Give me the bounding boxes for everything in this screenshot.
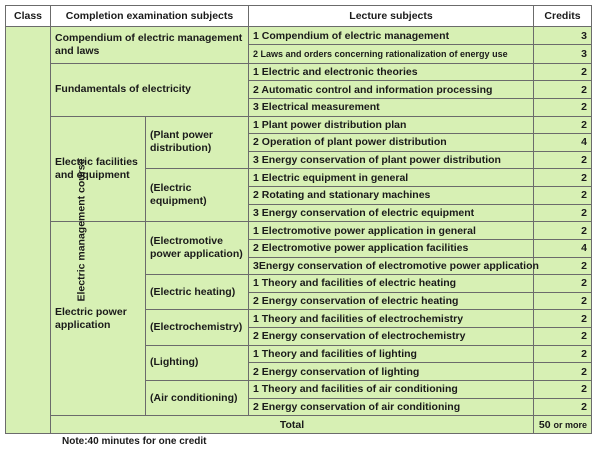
lecture-cell: 2 Operation of plant power distribution (249, 134, 534, 152)
subject-power-application: Electric power application (51, 222, 146, 416)
subject-compendium: Compendium of electric management and laws (51, 27, 249, 64)
credit-cell: 2 (534, 398, 592, 416)
subject-facilities: Electric facilities and equipment (51, 116, 146, 222)
total-credits (534, 416, 592, 434)
header-credits: Credits (534, 6, 592, 27)
lecture-cell: 1 Theory and facilities of electric heating (249, 275, 534, 293)
total-row (6, 416, 592, 434)
credit-cell: 2 (534, 292, 592, 310)
header-class: Class (6, 6, 51, 27)
total-value: 50 (538, 418, 551, 431)
subject-fundamentals: Fundamentals of electricity (51, 63, 249, 116)
table-row (6, 116, 592, 134)
lecture-cell: 1 Plant power distribution plan (249, 116, 534, 134)
lecture-cell: 1 Electric equipment in general (249, 169, 534, 187)
credit-cell: 3 (534, 27, 592, 45)
lecture-cell: 2 Rotating and stationary machines (249, 187, 534, 205)
credit-cell: 2 (534, 169, 592, 187)
subgroup-lighting: (Lighting) (146, 345, 249, 380)
credit-cell: 2 (534, 345, 592, 363)
credit-cell: 3 (534, 45, 592, 63)
lecture-cell: 3 Energy conservation of plant power distribution (249, 151, 534, 169)
credit-cell: 4 (534, 239, 592, 257)
lecture-cell: 3 Electrical measurement (249, 98, 534, 116)
credit-cell: 2 (534, 328, 592, 346)
lecture-cell: 3Energy conservation of electromotive power application (249, 257, 534, 275)
credit-cell: 2 (534, 63, 592, 81)
credit-cell: 2 (534, 310, 592, 328)
subgroup-electromotive: (Electromotive power application) (146, 222, 249, 275)
subgroup-plant-power: (Plant power distribution) (146, 116, 249, 169)
lecture-cell: 1 Compendium of electric management (249, 27, 534, 45)
subgroup-heating: (Electric heating) (146, 275, 249, 310)
table-row (6, 63, 592, 81)
lecture-cell: 2 Energy conservation of electrochemistry (249, 328, 534, 346)
header-row (6, 6, 592, 27)
credit-cell: 2 (534, 257, 592, 275)
table-row (6, 27, 592, 45)
header-completion-subjects: Completion examination subjects (51, 6, 249, 27)
lecture-cell: 1 Theory and facilities of electrochemistry (249, 310, 534, 328)
total-label: Total (51, 416, 534, 434)
credit-cell: 2 (534, 222, 592, 240)
subgroup-air-conditioning: (Air conditioning) (146, 380, 249, 415)
footnote: Note:40 minutes for one credit (62, 436, 207, 447)
credit-cell: 2 (534, 380, 592, 398)
credit-cell: 2 (534, 363, 592, 381)
subgroup-electric-equipment: (Electric equipment) (146, 169, 249, 222)
lecture-cell: 1 Electromotive power application in general (249, 222, 534, 240)
lecture-cell: 2 Energy conservation of electric heating (249, 292, 534, 310)
lecture-cell: 2 Automatic control and information processing (249, 81, 534, 99)
credit-cell: 2 (534, 187, 592, 205)
class-name: Electric management course (75, 158, 88, 302)
lecture-cell: 3 Energy conservation of electric equipment (249, 204, 534, 222)
table-row (6, 222, 592, 240)
lecture-cell: 2 Energy conservation of air conditioning (249, 398, 534, 416)
credit-cell: 2 (534, 275, 592, 293)
credit-cell: 2 (534, 98, 592, 116)
curriculum-table (5, 5, 592, 434)
lecture-cell: 1 Electric and electronic theories (249, 63, 534, 81)
lecture-cell: 2 Electromotive power application facilities (249, 239, 534, 257)
credit-cell: 2 (534, 204, 592, 222)
lecture-cell: 2 Laws and orders concerning rationalization of energy use (249, 45, 534, 63)
credit-cell: 2 (534, 81, 592, 99)
lecture-cell: 1 Theory and facilities of air conditioning (249, 380, 534, 398)
class-cell (6, 27, 88, 434)
lecture-cell: 2 Energy conservation of lighting (249, 363, 534, 381)
credit-cell: 4 (534, 134, 592, 152)
header-lecture-subjects: Lecture subjects (249, 6, 534, 27)
subgroup-electrochemistry: (Electrochemistry) (146, 310, 249, 345)
lecture-cell: 1 Theory and facilities of lighting (249, 345, 534, 363)
total-suffix: or more (553, 419, 588, 430)
credit-cell: 2 (534, 151, 592, 169)
credit-cell: 2 (534, 116, 592, 134)
